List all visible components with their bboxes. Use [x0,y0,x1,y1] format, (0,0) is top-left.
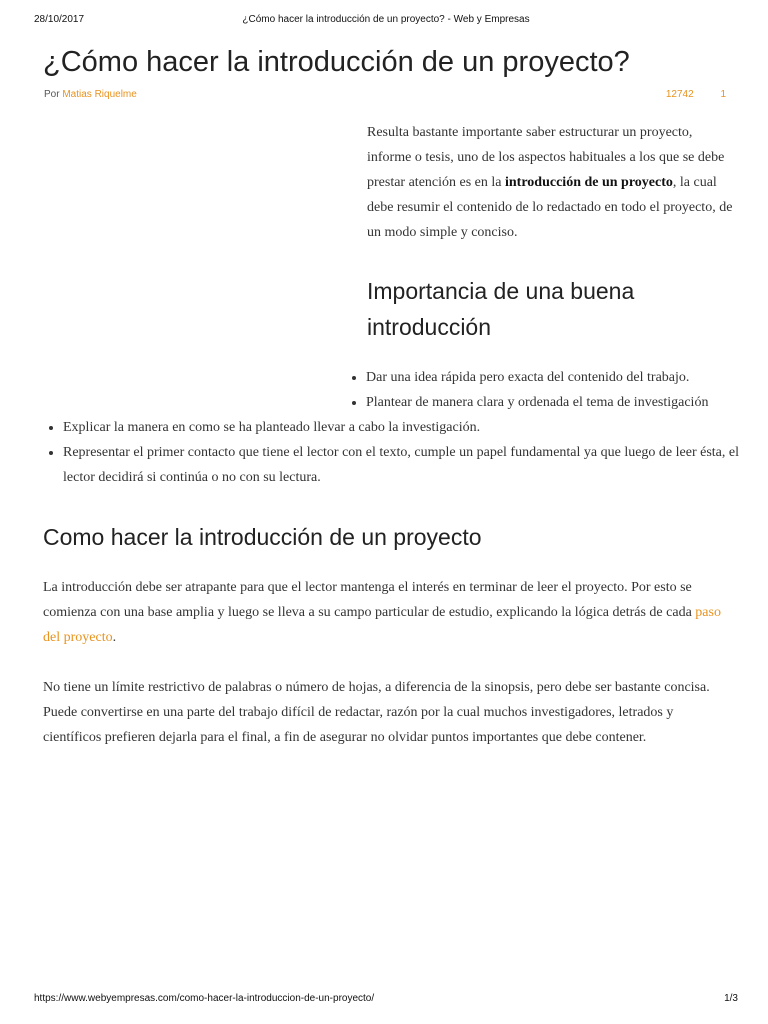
list-item: • Dar una idea rápida pero exacta del contenido del trabajo. [366,365,756,390]
list-item: • Explicar la manera en como se ha planteado llevar a cabo la investigación. [63,415,753,440]
comments-count[interactable]: 1 [720,89,726,100]
importance-list-top [349,365,756,415]
intro-paragraph [367,120,735,245]
byline-prefix: Por [44,89,60,100]
print-date: 28/10/2017 [34,14,85,25]
importance-list-bottom [46,415,753,490]
print-footer [34,993,738,1007]
heading-how-to: Como hacer la introducción de un proyecto [43,524,482,550]
print-document-title: ¿Cómo hacer la introducción de un proyecto? - Web y Empresas [242,14,530,25]
list-item: • Plantear de manera clara y ordenada el tema de investigación [366,390,756,415]
intro-bold-phrase: introducción de un proyecto [505,175,673,190]
print-url: https://www.webyempresas.com/como-hacer-la-introduccion-de-un-proyecto/ [34,993,375,1004]
byline [44,89,137,100]
heading-importance: Importancia de una buena introducción [367,278,635,340]
intro-text-end: , la cual debe resumir el contenido de lo redactado en todo el proyecto, de un modo simple y conciso. [367,175,733,240]
views-count[interactable]: 12742 [665,89,694,100]
paragraph-period: . [112,630,117,645]
list-item: • Representar el primer contacto que tiene el lector con el texto, cumple un papel fundamental ya que luego de leer ésta, el lector decidirá si continúa o no con su lectura. [63,440,753,490]
body-paragraph-1 [43,575,735,650]
paragraph-text: La introducción debe ser atrapante para que el lector mantenga el interés en terminar de leer el proyecto. Por esto se comienza con una base amplia y luego se lleva a su campo particular de estudio, explicando la lógica detrás de cada [43,580,696,620]
page-title: ¿Cómo hacer la introducción de un proyecto? [43,46,630,78]
body-paragraph-2: No tiene un límite restrictivo de palabras o número de hojas, a diferencia de la sinopsis, pero debe ser bastante concisa. Puede convertirse en una parte del trabajo difícil de redactar, razón por la cual muchos investigadores, letrados y científicos prefieren dejarla para el final, a fin de asegurar no olvidar puntos importantes que debe contener. [43,680,710,745]
article-meta [666,89,726,100]
print-header [34,14,738,30]
project-step-link[interactable]: paso del proyecto [43,605,721,645]
page-number: 1/3 [724,993,738,1004]
intro-text-start: Resulta bastante importante saber estructurar un proyecto, informe o tesis, uno de los aspectos habituales a los que se debe prestar atención es en la [367,125,725,190]
author-link[interactable]: Matias Riquelme [62,89,137,100]
